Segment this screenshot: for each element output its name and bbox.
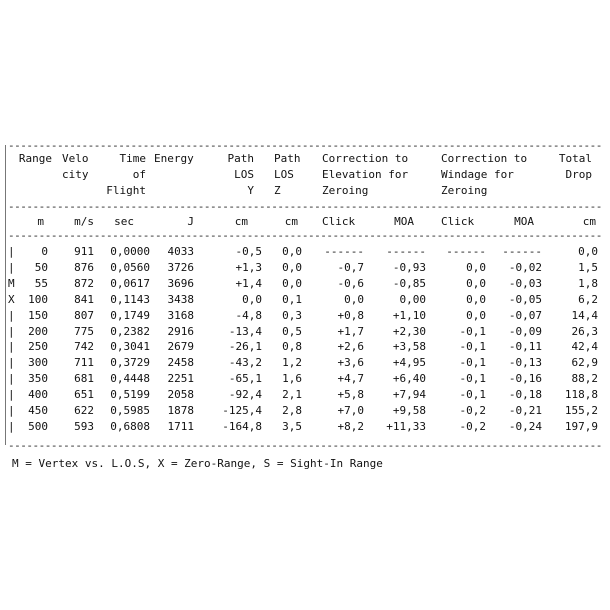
cell-velocity: 911 bbox=[74, 245, 94, 258]
table-row bbox=[0, 373, 610, 388]
cell-energy: 2916 bbox=[167, 324, 194, 338]
cell-path-y: -4,8 bbox=[235, 308, 262, 322]
row-marker: X bbox=[8, 292, 15, 306]
legend-note: M = Vertex vs. L.O.S, X = Zero-Range, S = Sight-In Range bbox=[12, 457, 383, 470]
cell-total-drop: 118,8 bbox=[564, 388, 598, 402]
cell-energy: 2058 bbox=[167, 388, 194, 402]
cell-elev-moa: -0,93 bbox=[392, 260, 426, 274]
header-range: Range bbox=[18, 152, 52, 165]
row-marker: | bbox=[8, 340, 15, 354]
cell-wind-moa: -0,16 bbox=[508, 372, 542, 386]
cell-range: 55 bbox=[34, 276, 48, 290]
table-row bbox=[0, 341, 610, 356]
cell-elev-click: +2,6 bbox=[337, 340, 364, 354]
cell-wind-click: -0,2 bbox=[459, 419, 486, 433]
cell-wind-moa: -0,07 bbox=[508, 308, 542, 322]
cell-velocity: 711 bbox=[74, 356, 94, 370]
cell-elev-moa: -0,85 bbox=[392, 276, 426, 290]
unit-time: sec bbox=[114, 215, 134, 228]
cell-velocity: 742 bbox=[74, 340, 94, 354]
cell-path-z: 3,5 bbox=[282, 419, 302, 433]
cell-wind-moa: -0,13 bbox=[508, 356, 542, 370]
unit-wind-click: Click bbox=[441, 215, 475, 228]
cell-path-y: -26,1 bbox=[228, 340, 262, 354]
cell-path-z: 2,8 bbox=[282, 404, 302, 417]
cell-range: 250 bbox=[28, 340, 48, 354]
row-marker: | bbox=[8, 404, 15, 417]
cell-time-of-flight: 0,5985 bbox=[110, 404, 150, 417]
cell-total-drop: 197,9 bbox=[564, 419, 598, 433]
row-marker: M bbox=[8, 276, 15, 290]
cell-path-z: 1,2 bbox=[282, 356, 302, 370]
unit-velocity: m/s bbox=[74, 215, 94, 228]
row-marker: | bbox=[8, 356, 15, 370]
cell-total-drop: 1,8 bbox=[578, 276, 598, 290]
cell-total-drop: 6,2 bbox=[578, 292, 598, 306]
header-path-los-z: Path LOS Z bbox=[274, 152, 301, 197]
cell-elev-moa: +1,10 bbox=[392, 308, 426, 322]
unit-wind-moa: MOA bbox=[514, 215, 534, 228]
unit-path-y: cm bbox=[234, 215, 248, 228]
cell-range: 300 bbox=[28, 356, 48, 370]
cell-path-z: 0,0 bbox=[282, 260, 302, 274]
cell-wind-moa: -0,02 bbox=[508, 260, 542, 274]
cell-path-z: 0,1 bbox=[282, 292, 302, 306]
cell-path-y: -13,4 bbox=[228, 324, 262, 338]
cell-total-drop: 62,9 bbox=[571, 356, 598, 370]
table-row bbox=[0, 246, 610, 261]
cell-elev-click: +1,7 bbox=[337, 324, 364, 338]
cell-elev-click: +0,8 bbox=[337, 308, 364, 322]
cell-velocity: 593 bbox=[74, 419, 94, 433]
cell-path-y: -43,2 bbox=[228, 356, 262, 370]
cell-time-of-flight: 0,0617 bbox=[110, 276, 150, 290]
cell-path-z: 0,0 bbox=[282, 276, 302, 290]
cell-path-z: 0,8 bbox=[282, 340, 302, 354]
table-row bbox=[0, 405, 610, 420]
table-row bbox=[0, 421, 610, 436]
table-row bbox=[0, 357, 610, 372]
cell-elev-moa: +6,40 bbox=[392, 372, 426, 386]
cell-time-of-flight: 0,5199 bbox=[110, 388, 150, 402]
cell-wind-moa: -0,03 bbox=[508, 276, 542, 290]
cell-wind-click: -0,1 bbox=[459, 356, 486, 370]
cell-velocity: 622 bbox=[74, 404, 94, 417]
cell-total-drop: 14,4 bbox=[571, 308, 598, 322]
row-marker: | bbox=[8, 308, 15, 322]
cell-velocity: 872 bbox=[74, 276, 94, 290]
cell-elev-moa: +3,58 bbox=[392, 340, 426, 354]
cell-wind-moa: -0,21 bbox=[508, 404, 542, 417]
cell-range: 400 bbox=[28, 388, 48, 402]
separator-units bbox=[8, 230, 602, 241]
cell-path-z: 0,3 bbox=[282, 308, 302, 322]
unit-total-drop: cm bbox=[582, 215, 596, 228]
cell-wind-click: ------ bbox=[446, 245, 486, 258]
cell-elev-moa: ------ bbox=[386, 245, 426, 258]
cell-wind-moa: -0,18 bbox=[508, 388, 542, 402]
cell-path-y: 0,0 bbox=[242, 292, 262, 306]
cell-velocity: 876 bbox=[74, 260, 94, 274]
cell-wind-click: -0,1 bbox=[459, 324, 486, 338]
cell-velocity: 681 bbox=[74, 372, 94, 386]
cell-energy: 1711 bbox=[167, 419, 194, 433]
cell-time-of-flight: 0,3041 bbox=[110, 340, 150, 354]
table-row bbox=[0, 326, 610, 341]
cell-range: 0 bbox=[41, 245, 48, 258]
cell-wind-click: -0,2 bbox=[459, 404, 486, 417]
cell-energy: 1878 bbox=[167, 404, 194, 417]
cell-total-drop: 26,3 bbox=[571, 324, 598, 338]
cell-path-z: 2,1 bbox=[282, 388, 302, 402]
cell-range: 150 bbox=[28, 308, 48, 322]
cell-elev-moa: +2,30 bbox=[392, 324, 426, 338]
unit-path-z: cm bbox=[284, 215, 298, 228]
cell-time-of-flight: 0,0000 bbox=[110, 245, 150, 258]
cell-range: 50 bbox=[34, 260, 48, 274]
cell-time-of-flight: 0,0560 bbox=[110, 260, 150, 274]
table-row bbox=[0, 278, 610, 293]
cell-velocity: 775 bbox=[74, 324, 94, 338]
header-total-drop: Total Drop bbox=[558, 152, 592, 181]
cell-path-z: 0,0 bbox=[282, 245, 302, 258]
cell-elev-moa: 0,00 bbox=[399, 292, 426, 306]
cell-path-y: -125,4 bbox=[222, 404, 262, 417]
separator-bottom bbox=[8, 440, 602, 451]
cell-wind-click: 0,0 bbox=[466, 292, 486, 306]
cell-wind-click: -0,1 bbox=[459, 372, 486, 386]
cell-energy: 2251 bbox=[167, 372, 194, 386]
header-correction-windage: Correction to Windage for Zeroing bbox=[441, 152, 528, 197]
separator-header bbox=[8, 201, 602, 212]
cell-path-y: -0,5 bbox=[235, 245, 262, 258]
row-marker: | bbox=[8, 324, 15, 338]
unit-elev-click: Click bbox=[322, 215, 356, 228]
cell-total-drop: 88,2 bbox=[571, 372, 598, 386]
cell-total-drop: 42,4 bbox=[571, 340, 598, 354]
cell-wind-click: 0,0 bbox=[466, 276, 486, 290]
cell-range: 350 bbox=[28, 372, 48, 386]
separator-top bbox=[8, 140, 602, 151]
row-marker: | bbox=[8, 419, 15, 433]
row-marker: | bbox=[8, 245, 15, 258]
cell-range: 500 bbox=[28, 419, 48, 433]
cell-elev-moa: +9,58 bbox=[392, 404, 426, 417]
cell-velocity: 651 bbox=[74, 388, 94, 402]
cell-path-z: 0,5 bbox=[282, 324, 302, 338]
row-marker: | bbox=[8, 372, 15, 386]
cell-time-of-flight: 0,3729 bbox=[110, 356, 150, 370]
cell-wind-click: -0,1 bbox=[459, 388, 486, 402]
cell-elev-click: +8,2 bbox=[337, 419, 364, 433]
cell-path-y: -164,8 bbox=[222, 419, 262, 433]
cell-energy: 3168 bbox=[167, 308, 194, 322]
cell-wind-click: 0,0 bbox=[466, 260, 486, 274]
cell-elev-click: +3,6 bbox=[337, 356, 364, 370]
cell-energy: 2458 bbox=[167, 356, 194, 370]
cell-elev-moa: +11,33 bbox=[386, 419, 426, 433]
unit-energy: J bbox=[187, 215, 194, 228]
cell-wind-click: 0,0 bbox=[466, 308, 486, 322]
cell-wind-moa: -0,24 bbox=[508, 419, 542, 433]
cell-time-of-flight: 0,2382 bbox=[110, 324, 150, 338]
cell-elev-click: +4,7 bbox=[337, 372, 364, 386]
cell-elev-moa: +4,95 bbox=[392, 356, 426, 370]
unit-range: m bbox=[37, 215, 44, 228]
cell-elev-click: 0,0 bbox=[344, 292, 364, 306]
cell-wind-moa: -0,09 bbox=[508, 324, 542, 338]
header-correction-elevation: Correction to Elevation for Zeroing bbox=[322, 152, 409, 197]
cell-path-y: -92,4 bbox=[228, 388, 262, 402]
header-time-of-flight: Time of Flight bbox=[106, 152, 146, 197]
cell-velocity: 807 bbox=[74, 308, 94, 322]
cell-time-of-flight: 0,1749 bbox=[110, 308, 150, 322]
cell-range: 200 bbox=[28, 324, 48, 338]
cell-elev-click: +7,0 bbox=[337, 404, 364, 417]
cell-range: 450 bbox=[28, 404, 48, 417]
cell-energy: 2679 bbox=[167, 340, 194, 354]
cell-path-y: -65,1 bbox=[228, 372, 262, 386]
cell-elev-click: -0,6 bbox=[337, 276, 364, 290]
header-energy: Energy bbox=[154, 152, 194, 165]
cell-wind-click: -0,1 bbox=[459, 340, 486, 354]
cell-time-of-flight: 0,6808 bbox=[110, 419, 150, 433]
cell-elev-click: ------ bbox=[324, 245, 364, 258]
cell-energy: 4033 bbox=[167, 245, 194, 258]
cell-energy: 3726 bbox=[167, 260, 194, 274]
cell-path-z: 1,6 bbox=[282, 372, 302, 386]
cell-range: 100 bbox=[28, 292, 48, 306]
cell-time-of-flight: 0,4448 bbox=[110, 372, 150, 386]
row-marker: | bbox=[8, 260, 15, 274]
row-marker: | bbox=[8, 388, 15, 402]
cell-elev-click: -0,7 bbox=[337, 260, 364, 274]
cell-total-drop: 1,5 bbox=[578, 260, 598, 274]
cell-wind-moa: -0,05 bbox=[508, 292, 542, 306]
cell-elev-moa: +7,94 bbox=[392, 388, 426, 402]
cell-energy: 3696 bbox=[167, 276, 194, 290]
table-row bbox=[0, 262, 610, 277]
table-row bbox=[0, 389, 610, 404]
cell-wind-moa: -0,11 bbox=[508, 340, 542, 354]
table-row bbox=[0, 310, 610, 325]
cell-velocity: 841 bbox=[74, 292, 94, 306]
cell-time-of-flight: 0,1143 bbox=[110, 292, 150, 306]
cell-total-drop: 0,0 bbox=[578, 245, 598, 258]
cell-energy: 3438 bbox=[167, 292, 194, 306]
table-row bbox=[0, 294, 610, 309]
header-path-los-y: Path LOS Y bbox=[227, 152, 254, 197]
cell-total-drop: 155,2 bbox=[564, 404, 598, 417]
unit-elev-moa: MOA bbox=[394, 215, 414, 228]
cell-wind-moa: ------ bbox=[502, 245, 542, 258]
cell-elev-click: +5,8 bbox=[337, 388, 364, 402]
header-velocity: Velo city bbox=[62, 152, 89, 181]
cell-path-y: +1,3 bbox=[235, 260, 262, 274]
cell-path-y: +1,4 bbox=[235, 276, 262, 290]
